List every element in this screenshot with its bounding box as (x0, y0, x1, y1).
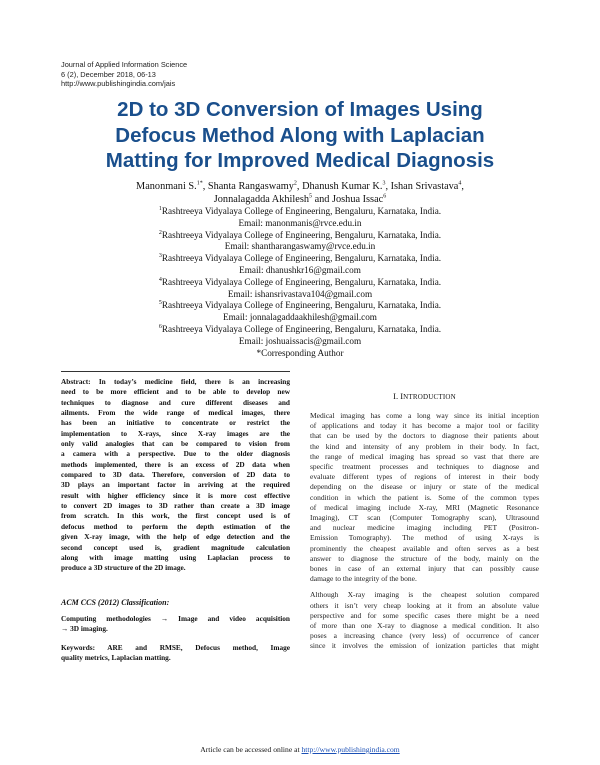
abstract-line: need to be more efficient and to be able to develop new (61, 387, 290, 397)
paragraph-line: the kind and intensity of any problem in their body. In fact, (310, 441, 539, 451)
paragraph-line: specific treatment processes and techniques to diagnose and (310, 462, 539, 472)
corresponding-author: *Corresponding Author (256, 347, 344, 358)
paper-title (40, 97, 560, 174)
journal-url: http://www.publishingindia.com/jais (61, 79, 176, 89)
paragraph-line: that can be used by the doctors to diagnose their patients about (310, 431, 539, 441)
abstract (61, 377, 290, 574)
paragraph-line: perspective and for some specific cases there might be a need (310, 610, 539, 620)
paragraph-line: of medical imaging include X-ray, MRI (Magnetic Resonance (310, 502, 539, 512)
author-sup: 5 (309, 193, 312, 200)
journal-name: Journal of Applied Information Science (61, 60, 188, 69)
email-line: Email: manonmanis@rvce.edu.in (238, 217, 362, 228)
paragraph-line: depending on the disease or injury or state of the medical (310, 482, 539, 492)
paragraph-line: poses a increasing chance (very less) of occurrence of cancer (310, 631, 539, 641)
author-name: Joshua Issac (332, 194, 384, 206)
abstract-line: compared to 3D data. Therefore, conversion of 2D data to (61, 470, 290, 480)
author-sup: 1* (196, 180, 203, 187)
keywords-line: quality metrics, Laplacian matting. (61, 653, 171, 663)
keywords-line: Keywords: ARE and RMSE, Defocus method, Image (61, 643, 290, 652)
abstract-line: implementation to X-rays, since X-ray images are the (61, 428, 290, 438)
paragraph-line: of more than one X-ray to diagnose a medical condition. It also (310, 621, 539, 631)
paragraph-line: condition in which the patient is. Some of the common types (310, 492, 539, 502)
journal-header (61, 60, 187, 89)
paragraph-line: since it involves the emission of ionization particles that might (310, 641, 539, 651)
acm-line: → 3D imaging. (61, 624, 108, 634)
author-name: Jonnalagadda Akhilesh (213, 194, 309, 206)
affiliation-line: $^1$Rashtreeya Vidyalaya College of Engineering, Bengaluru, Karnataka, India. (158, 205, 442, 216)
abstract-line: along with image matting using Laplacian process to (61, 552, 290, 562)
author-sup: 2 (293, 180, 297, 187)
acm-classification (61, 614, 290, 635)
footer-text: Article can be accessed online at (200, 745, 302, 754)
abstract-line: 3D plays an important factor in arriving at the required (61, 480, 290, 490)
abstract-line: produce a 3D structure of the 2D image. (61, 563, 186, 573)
email-line: Email: dhanushkr16@gmail.com (239, 264, 361, 275)
abstract-line: to convert 2D images to 3D rather than create a 3D image (61, 501, 290, 511)
paragraph-line: Imaging), CT scan (Computer Tomography scan), Ultrasound (310, 513, 539, 523)
footer-link[interactable]: http://www.publishingindia.com (301, 745, 400, 754)
author-sup: 3 (382, 180, 386, 187)
author-name: Manonmani S. (136, 181, 197, 192)
abstract-line: second concept used is, gradient magnitude calculation (61, 542, 290, 552)
affiliation-line: $^3$Rashtreeya Vidyalaya College of Engineering, Bengaluru, Karnataka, India. (158, 253, 442, 264)
introduction-body (310, 411, 539, 652)
author-list: Manonmani S.$^{1*}$, Shanta Rangaswamy$^2$, Dhanush Kumar K.$^3$, Ishan Srivastava$^4$, Jonnalagadda Akhilesh$^5$ and Joshua Issac$^6$ (136, 180, 464, 206)
abstract-line: given X-ray image, with the help of edge detection and the (61, 532, 290, 542)
email-line: Email: ishansrivastava104@gmail.com (227, 288, 373, 299)
abstract-line: has been an initiative to concentrate or restrict the (61, 418, 290, 428)
abstract-line: techniques to diagnose and cure different diseases and (61, 397, 290, 407)
abstract-rule (61, 371, 290, 372)
email-line: Email: shantharangaswamy@rvce.edu.in (224, 241, 376, 252)
paragraph-line: Medical imaging has come a long way since its initial inception (310, 411, 539, 420)
paragraph-line: Emission Tomography). The method of using X-rays is (310, 533, 539, 543)
email-line: Email: jonnalagaddaakhilesh@gmail.com (223, 312, 377, 323)
abstract-line: Abstract: In today’s medicine field, there is an increasing (61, 377, 290, 386)
paragraph-line: and nuclear medicine imaging including PET (Positron- (310, 523, 539, 533)
abstract-line: defocus method to perform the depth estimation of the (61, 521, 290, 531)
author-sup: 4 (458, 180, 462, 187)
affiliation-line: $^6$Rashtreeya Vidyalaya College of Engineering, Bengaluru, Karnataka, India. (158, 323, 442, 334)
author-name: Shanta Rangaswamy (207, 181, 294, 192)
abstract-line: only valid analogies that can be compared to vision from (61, 439, 290, 449)
keywords (61, 643, 290, 664)
affiliation-line: $^2$Rashtreeya Vidyalaya College of Engineering, Bengaluru, Karnataka, India. (158, 229, 442, 240)
abstract-line: methods implemented, there is an excess of 2D data when (61, 459, 290, 469)
paragraph-line: Although X-ray imaging is the cheapest solution compared (310, 590, 539, 600)
author-name: Dhanush Kumar K. (302, 181, 383, 192)
journal-issue: 6 (2), December 2018, 06-13 (61, 69, 156, 79)
abstract-line: result with higher efficiency since it is more cost effective (61, 490, 290, 500)
email-line: Email: joshuaissacis@gmail.com (238, 335, 362, 346)
paragraph-line: of applications and today it has become a major tool or facility (310, 421, 539, 431)
author-sup: 6 (383, 193, 387, 200)
abstract-line: ailments. From the wide range of medical images, there (61, 408, 290, 418)
title-line: 2D to 3D Conversion of Images Using (117, 98, 483, 121)
paragraph-line: prominently the cheapest available and often serves as a best (310, 543, 539, 553)
abstract-line: from scratch. In this work, the first concept used is of (61, 511, 290, 521)
title-line: Defocus Method Along with Laplacian (115, 123, 485, 147)
title-line: Matting for Improved Medical Diagnosis (105, 149, 495, 172)
affiliation-list (60, 206, 540, 359)
paragraph-line: bones in case of an external injury that can possibly cause (310, 564, 539, 574)
paragraph-line: answer to diagnose the structure of the body, mainly on the (310, 553, 539, 563)
section-heading: I. INTRODUCTION (393, 391, 456, 401)
abstract-line: a camera with a perspective. Due to the older diagnosis (61, 449, 290, 459)
affiliation-line: $^4$Rashtreeya Vidyalaya College of Engineering, Bengaluru, Karnataka, India. (158, 276, 442, 287)
acm-heading: ACM CCS (2012) Classification: (61, 598, 170, 607)
paragraph-line: evaluate different types of regions of interest in their body (310, 472, 539, 482)
acm-line: Computing methodologies → Image and video acquisition (61, 614, 290, 623)
paragraph-line: the range of medical imaging has spread so vast that there are (310, 451, 539, 461)
affiliation-line: $^5$Rashtreeya Vidyalaya College of Engineering, Bengaluru, Karnataka, India. (158, 300, 442, 311)
paragraph-line: others it isn’t very cheap looking at it from an absolute value (310, 600, 539, 610)
author-name: Ishan Srivastava (390, 181, 459, 192)
paragraph-line: damage to the integrity of the bone. (310, 574, 417, 584)
footer (0, 745, 600, 754)
